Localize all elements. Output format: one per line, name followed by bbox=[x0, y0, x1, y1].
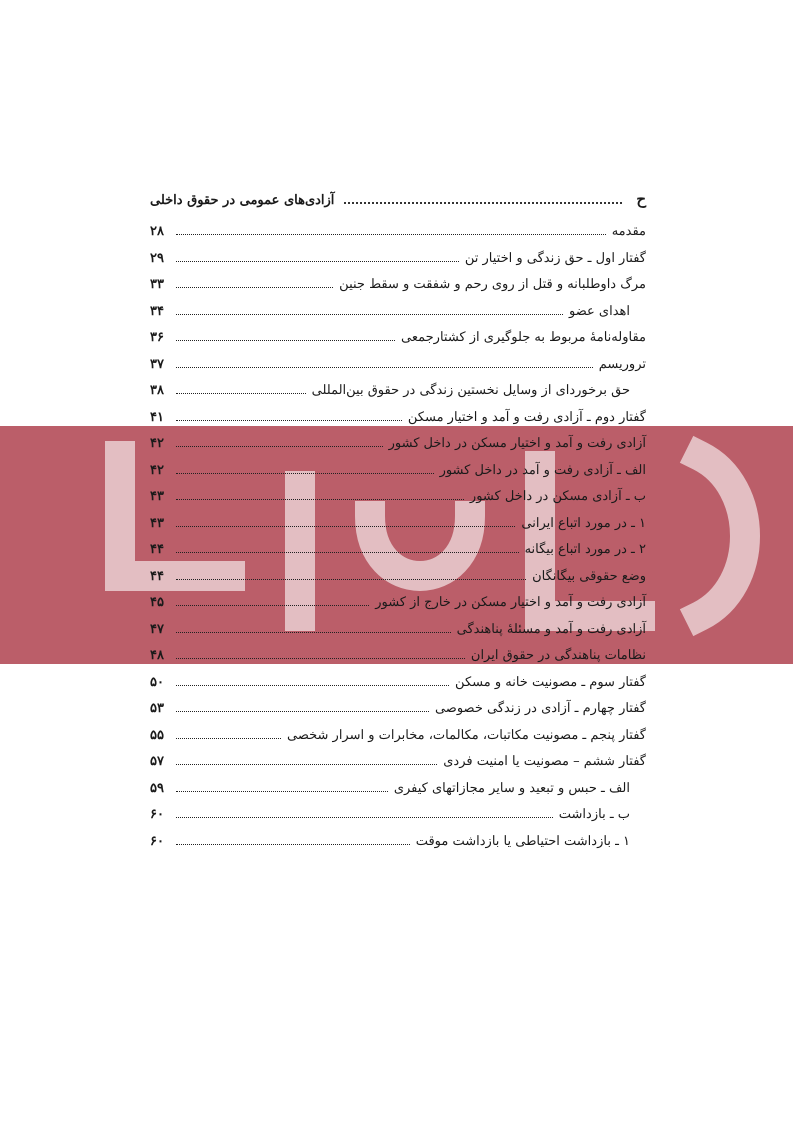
toc-entry[interactable] bbox=[150, 224, 646, 251]
toc-entry-page: ۵۷ bbox=[150, 754, 164, 769]
header-dots bbox=[344, 192, 622, 204]
toc-entry[interactable] bbox=[150, 357, 646, 384]
toc-entry-page: ۵۵ bbox=[150, 727, 164, 743]
toc-entry-page: ۵۹ bbox=[150, 780, 164, 796]
toc-entry-page: ۴۲ bbox=[150, 462, 164, 478]
toc-leader-dots bbox=[176, 781, 388, 792]
toc-entry-label: مقاوله‌نامهٔ مربوط به جلوگیری از کشتارجمعی bbox=[401, 330, 646, 345]
toc-leader-dots bbox=[176, 277, 333, 288]
toc-leader-dots bbox=[176, 463, 434, 474]
page-header bbox=[150, 190, 646, 214]
toc-leader-dots bbox=[176, 807, 553, 818]
toc-entry[interactable] bbox=[150, 622, 646, 649]
running-title: آزادی‌های عمومی در حقوق داخلی bbox=[150, 193, 335, 208]
toc-leader-dots bbox=[176, 357, 593, 368]
toc-entry[interactable] bbox=[150, 304, 646, 331]
toc-entry-label: الف ـ حبس و تبعید و سایر مجازاتهای کیفری bbox=[393, 780, 630, 796]
toc-entry-label: الف ـ آزادی رفت و آمد در داخل کشور bbox=[439, 462, 646, 478]
document-page bbox=[150, 190, 646, 860]
toc-entry-label: آزادی رفت و آمد و اختیار مسکن در خارج از کشور bbox=[375, 595, 646, 610]
toc-entry-page: ۴۴ bbox=[150, 542, 164, 557]
toc-leader-dots bbox=[176, 648, 465, 659]
toc-leader-dots bbox=[176, 516, 515, 527]
toc-entry[interactable] bbox=[150, 251, 646, 278]
toc-entry-label: اهدای عضو bbox=[569, 303, 630, 319]
toc-entry-page: ۴۱ bbox=[150, 409, 164, 425]
toc-entry[interactable] bbox=[150, 648, 646, 675]
toc-leader-dots bbox=[176, 251, 459, 262]
toc-entry-page: ۴۵ bbox=[150, 595, 164, 610]
toc-leader-dots bbox=[176, 622, 451, 633]
toc-entry-label: گفتار ششم – مصونیت یا امنیت فردی bbox=[443, 754, 646, 769]
toc-leader-dots bbox=[176, 330, 395, 341]
toc-leader-dots bbox=[176, 595, 369, 606]
toc-leader-dots bbox=[176, 728, 281, 739]
toc-entry-page: ۵۰ bbox=[150, 674, 164, 690]
toc-entry-label: ۱ ـ بازداشت احتیاطی یا بازداشت موقت bbox=[415, 833, 630, 849]
toc-entry-label: گفتار چهارم ـ آزادی در زندگی خصوصی bbox=[434, 701, 646, 716]
toc-entry-page: ۴۳ bbox=[150, 489, 164, 504]
toc-leader-dots bbox=[176, 754, 437, 765]
toc-entry-label: گفتار دوم ـ آزادی رفت و آمد و اختیار مسکن bbox=[407, 409, 646, 425]
toc-leader-dots bbox=[176, 834, 410, 845]
toc-entry-page: ۴۸ bbox=[150, 648, 164, 663]
toc-entry[interactable] bbox=[150, 754, 646, 781]
toc-entry-label: ۲ ـ در مورد اتباع بیگانه bbox=[524, 542, 646, 557]
toc-entry-page: ۳۴ bbox=[150, 303, 164, 319]
toc-entry[interactable] bbox=[150, 383, 646, 410]
toc-entry-page: ۶۰ bbox=[150, 833, 164, 849]
toc-leader-dots bbox=[176, 675, 449, 686]
toc-entry-label: آزادی رفت و آمد و مسئلهٔ پناهندگی bbox=[456, 621, 646, 637]
toc-entry-page: ۳۸ bbox=[150, 383, 164, 398]
toc-leader-dots bbox=[176, 224, 606, 235]
toc-entry-label: گفتار سوم ـ مصونیت خانه و مسکن bbox=[455, 674, 646, 690]
toc-leader-dots bbox=[176, 436, 383, 447]
toc-entry-page: ۵۳ bbox=[150, 701, 164, 716]
toc-entry-page: ۳۳ bbox=[150, 277, 164, 292]
toc-entry-label: ب ـ بازداشت bbox=[558, 807, 630, 822]
toc-entry-label: گفتار اول ـ حق زندگی و اختیار تن bbox=[464, 250, 646, 266]
toc-entry-page: ۳۷ bbox=[150, 356, 164, 372]
toc-entry-label: ۱ ـ در مورد اتباع ایرانی bbox=[521, 515, 646, 531]
toc-entry[interactable] bbox=[150, 463, 646, 490]
toc-entry[interactable] bbox=[150, 330, 646, 357]
toc-entry-page: ۴۳ bbox=[150, 515, 164, 531]
toc-entry[interactable] bbox=[150, 781, 646, 808]
toc-entry-page: ۴۲ bbox=[150, 436, 164, 451]
toc-entry[interactable] bbox=[150, 436, 646, 463]
toc-entry[interactable] bbox=[150, 834, 646, 861]
toc-entry-label: ب ـ آزادی مسکن در داخل کشور bbox=[469, 489, 646, 504]
toc-entry[interactable] bbox=[150, 728, 646, 755]
toc-entry[interactable] bbox=[150, 569, 646, 596]
toc-entry-label: مرگ داوطلبانه و قتل از روی رحم و شفقت و سقط جنین bbox=[339, 277, 646, 292]
toc-entry-label: وضع حقوقی بیگانگان bbox=[532, 568, 646, 584]
toc-leader-dots bbox=[176, 701, 429, 712]
toc-entry-page: ۴۷ bbox=[150, 621, 164, 637]
toc-entry[interactable] bbox=[150, 701, 646, 728]
toc-leader-dots bbox=[176, 383, 306, 394]
toc-leader-dots bbox=[176, 304, 563, 315]
toc-entry-page: ۲۸ bbox=[150, 224, 164, 239]
toc-leader-dots bbox=[176, 542, 519, 553]
toc-entry[interactable] bbox=[150, 489, 646, 516]
page-number: ح bbox=[636, 190, 646, 208]
toc-entry-page: ۳۶ bbox=[150, 330, 164, 345]
toc-leader-dots bbox=[176, 569, 526, 580]
toc-entry-label: گفتار پنجم ـ مصونیت مکاتبات، مکالمات، مخابرات و اسرار شخصی bbox=[287, 727, 646, 743]
toc-entry-label: نظامات پناهندگی در حقوق ایران bbox=[470, 648, 646, 663]
toc-entry-page: ۶۰ bbox=[150, 807, 164, 822]
toc-entry-label: مقدمه bbox=[611, 224, 646, 239]
toc-entry[interactable] bbox=[150, 807, 646, 834]
toc-leader-dots bbox=[176, 489, 464, 500]
toc-entry-label: تروریسم bbox=[598, 356, 646, 372]
toc-entry[interactable] bbox=[150, 277, 646, 304]
toc-entry-label: حق برخوردای از وسایل نخستین زندگی در حقوق بین‌المللی bbox=[311, 383, 630, 398]
toc-entry[interactable] bbox=[150, 675, 646, 702]
toc-leader-dots bbox=[176, 410, 402, 421]
table-of-contents bbox=[150, 224, 646, 860]
toc-entry-page: ۲۹ bbox=[150, 250, 164, 266]
toc-entry[interactable] bbox=[150, 542, 646, 569]
toc-entry[interactable] bbox=[150, 410, 646, 437]
toc-entry-page: ۴۴ bbox=[150, 568, 164, 584]
toc-entry[interactable] bbox=[150, 516, 646, 543]
toc-entry[interactable] bbox=[150, 595, 646, 622]
toc-entry-label: آزادی رفت و آمد و اختیار مسکن در داخل کشور bbox=[388, 436, 646, 451]
